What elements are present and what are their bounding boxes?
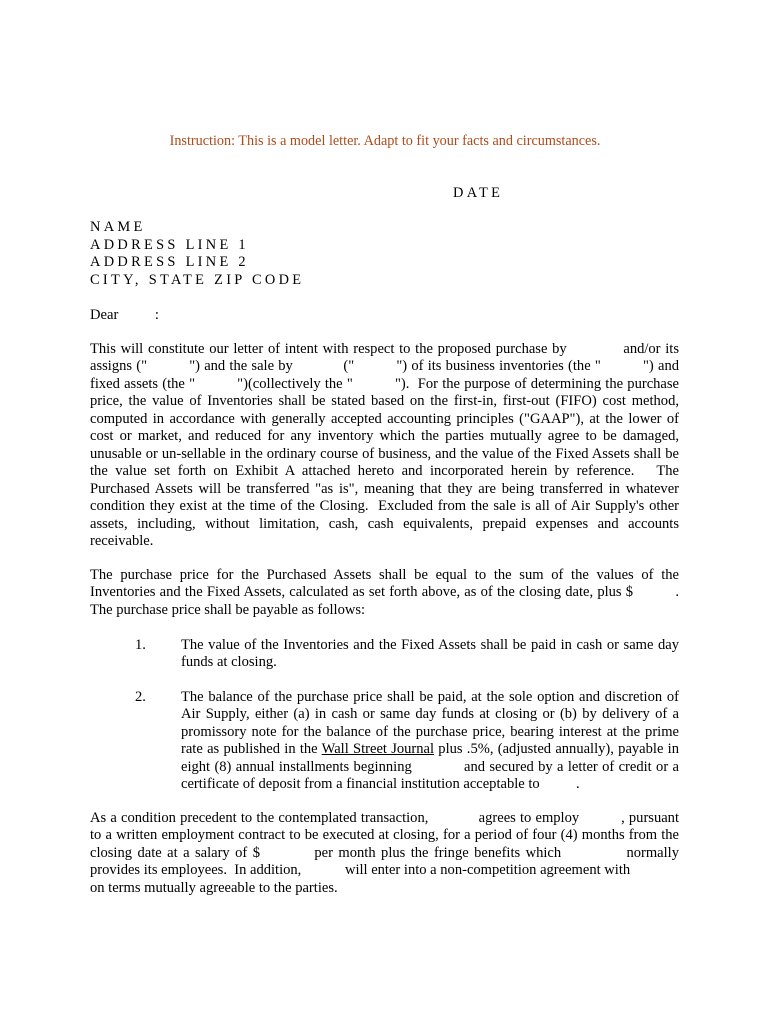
salutation: Dear : <box>90 307 159 323</box>
city-state-zip: CITY, STATE ZIP CODE <box>90 271 305 288</box>
paragraph-line: to a written employment contract to be executed at closing, for a period of four (4) months from the <box>90 827 679 844</box>
list-line: certificate of deposit from a financial institution acceptable to . <box>181 776 580 793</box>
recipient-name: NAME <box>90 219 146 235</box>
paragraph-line: unusable or un-sellable in the ordinary course of business, and the value of the Fixed Assets shall be <box>90 445 679 462</box>
list-line: eight (8) annual installments beginning and secured by a letter of credit or a <box>181 758 679 775</box>
paragraph-line: computed in accordance with generally accepted accounting principles ("GAAP"), at the lower of <box>90 410 679 427</box>
paragraph-line: receivable. <box>90 532 154 549</box>
paragraph-line: condition they exist at the time of the Closing. Excluded from the sale is all of Air Supply's other <box>90 498 679 515</box>
list-number: 1. <box>135 637 146 653</box>
paragraph-line: price, the value of Inventories shall be stated based on the first-in, first-out (FIFO) cost method, <box>90 393 679 410</box>
list-line: The value of the Inventories and the Fixed Assets shall be paid in cash or same day <box>181 637 679 653</box>
address-line-1: ADDRESS LINE 1 <box>90 236 249 253</box>
paragraph-line: The purchase price shall be payable as follows: <box>90 601 366 618</box>
paragraph-line: This will constitute our letter of intent with respect to the proposed purchase by and/or its <box>90 341 679 357</box>
list-line-text: rate as published in the <box>181 741 322 758</box>
instruction-note: Instruction: This is a model letter. Adapt to fit your facts and circumstances. <box>169 133 601 149</box>
paragraph-line: The purchase price for the Purchased Assets shall be equal to the sum of the values of the <box>90 567 679 583</box>
list-item-body <box>181 689 679 794</box>
paragraph-line: As a condition precedent to the contemplated transaction, agrees to employ , pursuant <box>90 810 679 826</box>
list-line-with-citation <box>181 741 679 758</box>
list-line: funds at closing. <box>181 654 277 671</box>
paragraph-line: cost or market, and reduced for any inventory which the parties mutually agree to be damaged, <box>90 428 679 445</box>
list-line: The balance of the purchase price shall be paid, at the sole option and discretion of <box>181 689 679 705</box>
list-line-text: plus .5%, (adjusted annually), payable in <box>434 741 679 758</box>
paragraph-employment-condition <box>90 810 679 897</box>
paragraph-line: Purchased Assets will be transferred "as is", meaning that they are being transferred in whatever <box>90 480 679 497</box>
paragraph-intent <box>90 341 679 550</box>
paragraph-line: Inventories and the Fixed Assets, calculated as set forth above, as of the closing date, plus $ . <box>90 584 679 601</box>
paragraph-line: fixed assets (the " ")(collectively the " "). For the purpose of determining the purchase <box>90 375 679 392</box>
paragraph-line: the value set forth on Exhibit A attached hereto and incorporated herein by reference. The <box>90 463 679 480</box>
date-placeholder: DATE <box>453 185 504 201</box>
paragraph-line: assigns (" ") and the sale by (" ") of its business inventories (the " ") and <box>90 358 679 375</box>
paragraph-line: assets, including, without limitation, cash, cash equivalents, prepaid expenses and accounts <box>90 515 679 532</box>
paragraph-line: on terms mutually agreeable to the parties. <box>90 879 338 896</box>
paragraph-line: provides its employees. In addition, will enter into a non-competition agreement with <box>90 862 631 879</box>
address-line-2: ADDRESS LINE 2 <box>90 254 249 270</box>
list-line: promissory note for the balance of the purchase price, bearing interest at the prime <box>181 723 679 740</box>
list-line: Air Supply, either (a) in cash or same day funds at closing or (b) by delivery of a <box>181 706 679 723</box>
paragraph-line: closing date at a salary of $ per month plus the fringe benefits which normally <box>90 844 679 861</box>
recipient-address-block <box>90 219 304 289</box>
list-number: 2. <box>135 689 146 705</box>
paragraph-purchase-price <box>90 567 679 619</box>
publication-title: Wall Street Journal <box>321 741 435 758</box>
list-item-body <box>181 637 679 672</box>
